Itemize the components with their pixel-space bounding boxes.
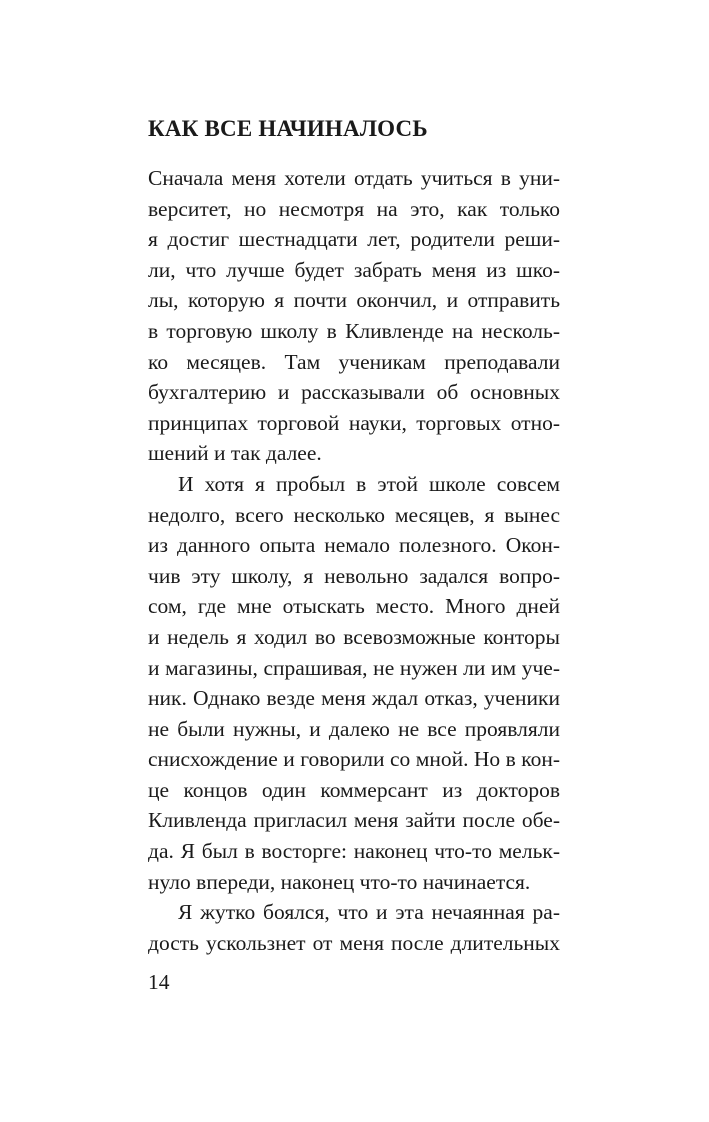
text-line: не были нужны, и далеко не все проявляли — [148, 716, 560, 741]
text-line: снисхождение и говорили со мной. Но в кон- — [148, 747, 560, 772]
text-line: дость ускользнет от меня после длительных — [148, 930, 560, 955]
text-line: Я жутко боялся, что и эта нечаянная ра- — [178, 900, 560, 925]
paragraph-1 — [148, 163, 560, 469]
text-line: ник. Однако везде меня ждал отказ, ученики — [148, 686, 560, 711]
text-line: верситет, но несмотря на это, как только — [148, 196, 560, 221]
paragraph-3 — [148, 897, 560, 958]
text-line: ко месяцев. Там ученикам преподавали — [148, 349, 560, 374]
body-text — [148, 163, 560, 958]
text-line: це концов один коммерсант из докторов — [148, 777, 560, 802]
text-line: принципах торговой науки, торговых отно- — [148, 410, 560, 435]
text-line: нуло впереди, наконец что-то начинается. — [148, 869, 531, 894]
text-line: шений и так далее. — [148, 441, 322, 466]
text-line: чив эту школу, я невольно задался вопро- — [148, 563, 560, 588]
text-line: Кливленда пригласил меня зайти после обе- — [148, 808, 560, 833]
text-line: бухгалтерию и рассказывали об основных — [148, 380, 560, 405]
text-line: да. Я был в восторге: наконец что-то мельк- — [148, 839, 560, 864]
text-line: Сначала меня хотели отдать учиться в уни- — [148, 166, 560, 190]
text-line: в торговую школу в Кливленде на несколь- — [148, 318, 560, 343]
text-line: И хотя я пробыл в этой школе совсем — [178, 471, 560, 496]
text-line: я достиг шестнадцати лет, родители реши- — [148, 227, 560, 252]
text-line: сом, где мне отыскать место. Много дней — [148, 594, 560, 619]
text-line: из данного опыта немало полезного. Окон- — [148, 533, 560, 558]
chapter-heading: КАК ВСЕ НАЧИНАЛОСЬ — [148, 116, 428, 141]
book-page — [148, 0, 560, 1122]
text-line: и магазины, спрашивая, не нужен ли им уче- — [148, 655, 560, 680]
page-number: 14 — [148, 970, 170, 994]
text-line: недолго, всего несколько месяцев, я вынес — [148, 502, 560, 527]
text-line: лы, которую я почти окончил, и отправить — [148, 288, 560, 313]
paragraph-2 — [148, 469, 560, 897]
text-line: и недель я ходил во всевозможные конторы — [148, 624, 560, 649]
text-line: ли, что лучше будет забрать меня из шко- — [148, 257, 560, 282]
